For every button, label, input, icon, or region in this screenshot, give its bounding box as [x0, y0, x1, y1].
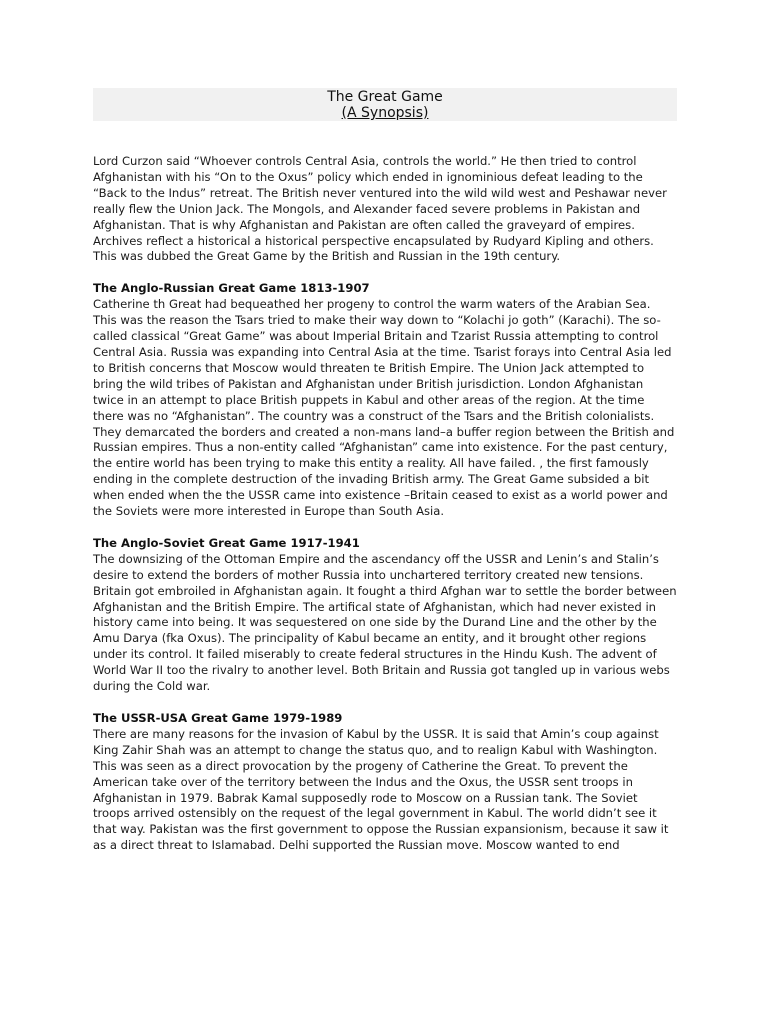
document-title: The Great Game	[327, 89, 443, 105]
section-body: Catherine th Great had bequeathed her progeny to control the warm waters of the Arabian Sea. This was the reason the Tsars tried to make their way down to “Kolachi jo goth” (Karachi). The so-called classical “Great Game” was about Imperial Britain and Tzarist Russia attempting to control Central Asia. Russia was expanding into Central Asia at the time. Tsarist forays into Central Asia led to British concerns that Moscow would threaten te British Empire. The Union Jack attempted to bring the wild tribes of Pakistan and Afghanistan under British jurisdiction. London Afghanistan twice in an attempt to place British puppets in Kabul and other areas of the region. At the time there was no “Afghanistan”. The country was a construct of the Tsars and the British colonialists. They demarcated the borders and created a non-mans land–a buffer region between the British and Russian empires. Thus a non-entity called “Afghanistan” came into existence. For the past century, the entire world has been trying to make this entity a reality. All have failed. , the first famously ending in the complete destruction of the invading British army. The Great Game subsided a bit when ended when the the USSR came into existence –Britain ceased to exist as a world power and the Soviets were more interested in Europe than South Asia.	[93, 297, 675, 519]
section-body: There are many reasons for the invasion of Kabul by the USSR. It is said that Amin’s coup against King Zahir Shah was an attempt to change the status quo, and to realign Kabul with Washington. This was seen as a direct provocation by the progeny of Catherine the Great. To prevent the American take over of the territory between the Indus and the Oxus, the USSR sent troops in Afghanistan in 1979. Babrak Kamal supposedly rode to Moscow on a Russian tank. The Soviet troops arrived ostensibly on the request of the legal government in Kabul. The world didn’t see it that way. Pakistan was the first government to oppose the Russian expansionism, because it saw it as a direct threat to Islamabad. Delhi supported the Russian move. Moscow wanted to end	[93, 726, 669, 853]
intro-paragraph: Lord Curzon said “Whoever controls Central Asia, controls the world.” He then tried to control Afghanistan with his “On to the Oxus” policy which ended in ignominious defeat leading to the “Back to the Indus” retreat. The British never ventured into the wild wild west and Peshawar never really flew the Union Jack. The Mongols, and Alexander faced severe problems in Pakistan and Afghanistan. That is why Afghanistan and Pakistan are often called the graveyard of empires. Archives reflect a historical a historical perspective encapsulated by Rudyard Kipling and others. This was dubbed the Great Game by the British and Russian in the 19th century.	[93, 154, 667, 264]
section-ussr-usa	[93, 711, 677, 854]
section-body: The downsizing of the Ottoman Empire and the ascendancy off the USSR and Lenin’s and Stalin’s desire to extend the borders of mother Russia into unchartered territory created new tensions. Britain got embroiled in Afghanistan again. It fought a third Afghan war to settle the border between Afghanistan and the British Empire. The artifical state of Afghanistan, which had never existed in history came into being. It was sequestered on one side by the Durand Line and the other by the Amu Darya (fka Oxus). The principality of Kabul became an entity, and it brought other regions under its control. It failed miserably to create federal structures in the Hindu Kush. The advent of World War II too the rivalry to another level. Both Britain and Russia got tangled up in various webs during the Cold war.	[93, 551, 677, 694]
document-subtitle: (A Synopsis)	[341, 105, 429, 121]
section-heading: The USSR-USA Great Game 1979-1989	[93, 711, 343, 725]
document-page	[93, 88, 677, 854]
section-heading: The Anglo-Russian Great Game 1813-1907	[93, 281, 370, 296]
section-heading: The Anglo-Soviet Great Game 1917-1941	[93, 535, 360, 550]
section-anglo-russian	[93, 281, 677, 520]
title-block	[93, 88, 677, 121]
section-anglo-soviet	[93, 536, 677, 695]
